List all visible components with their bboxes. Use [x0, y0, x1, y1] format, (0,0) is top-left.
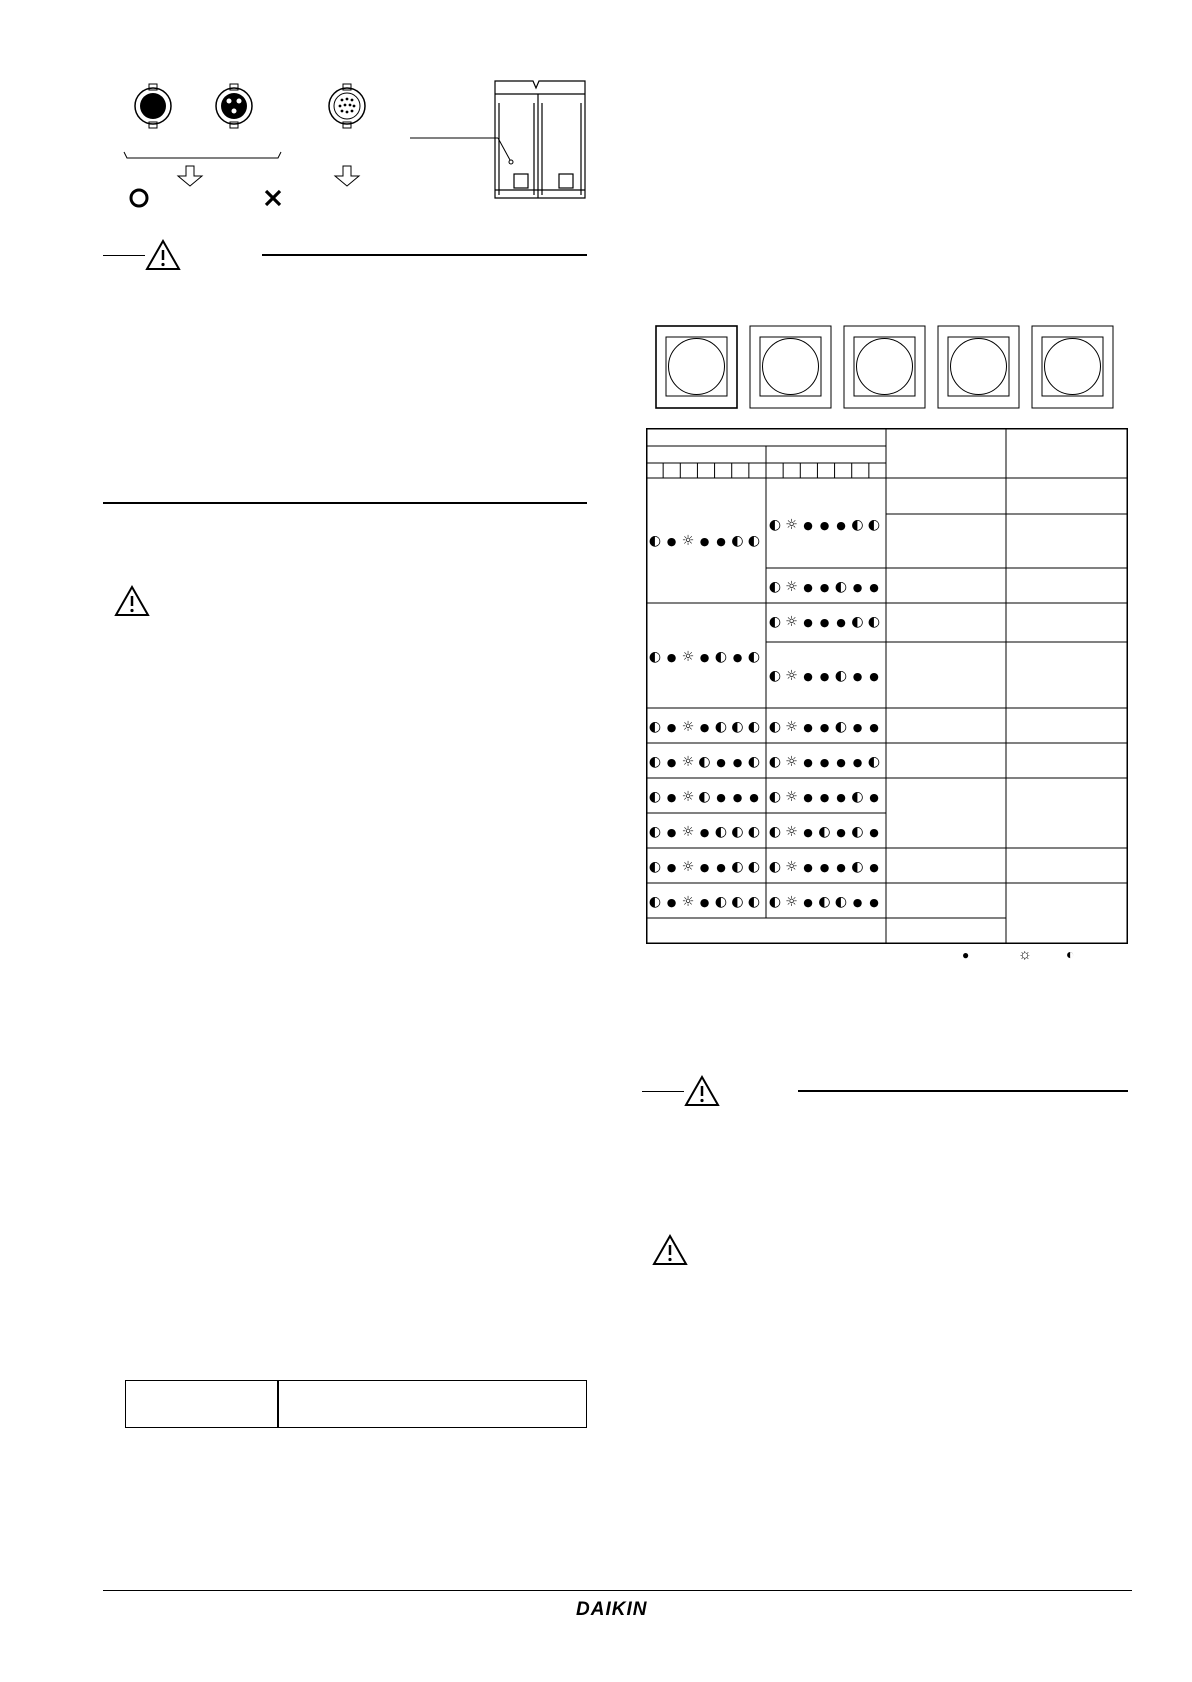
led-symbol: ◐: [851, 517, 864, 533]
led-symbol: ◐: [818, 824, 831, 840]
daikin-logo: DAIKIN: [576, 1599, 648, 1620]
led-symbol: ●: [869, 721, 879, 734]
led-symbol: ◐: [768, 859, 782, 875]
led-symbol: ●: [852, 581, 863, 594]
led-indicator: [1032, 326, 1113, 408]
led-symbol: ☼: [785, 517, 798, 533]
led-symbol: ☼: [785, 754, 798, 770]
led-symbol: ◐: [648, 789, 662, 805]
legend-blink: ☼: [1018, 946, 1032, 963]
led-symbol: ◐: [747, 859, 761, 875]
led-symbol: ◐: [834, 719, 848, 735]
led-symbol: ●: [716, 791, 726, 804]
led-symbol: ●: [803, 721, 813, 734]
led-symbol: ●: [666, 756, 677, 769]
led-symbol: ☼: [681, 824, 695, 840]
empty-table: [125, 1380, 587, 1428]
led-symbol: ◐: [768, 579, 782, 595]
led-symbol: ◐: [714, 824, 728, 840]
led-symbol: ●: [869, 861, 879, 874]
led-symbol: ●: [836, 791, 846, 804]
led-symbol: ●: [803, 826, 813, 839]
led-symbol: ●: [869, 670, 879, 683]
led-symbol: ●: [803, 861, 813, 874]
led-symbol: ☼: [785, 668, 798, 684]
warning-icon: [114, 585, 150, 617]
led-symbol: ●: [803, 519, 813, 532]
led-symbol: ●: [699, 721, 710, 734]
led-symbol: ●: [666, 791, 677, 804]
led-symbol: ☼: [785, 894, 798, 910]
led-symbol: ☼: [681, 719, 695, 735]
legend-on: ◐: [1066, 946, 1075, 962]
warning-icon: [652, 1234, 688, 1266]
led-symbol: ◐: [747, 649, 761, 665]
led-symbol: ●: [819, 861, 830, 874]
led-symbol: ●: [666, 535, 677, 548]
led-symbol: ◐: [867, 754, 881, 770]
round-plug-icon: [135, 84, 171, 128]
led-symbol: ◐: [768, 517, 782, 533]
led-symbol: ●: [699, 826, 710, 839]
led-symbol: ●: [819, 519, 830, 532]
led-symbol: ◐: [851, 789, 864, 805]
led-symbol: ◐: [768, 754, 782, 770]
led-symbol: ●: [732, 756, 743, 769]
led-symbol: ●: [666, 826, 677, 839]
led-symbol: ●: [666, 721, 677, 734]
led-symbol: ◐: [747, 533, 761, 549]
led-symbol: ◐: [648, 754, 662, 770]
led-symbol: ◐: [648, 533, 662, 549]
led-symbol: ☼: [785, 719, 798, 735]
led-symbol: ◐: [698, 754, 711, 770]
led-symbol: ◐: [731, 894, 744, 910]
legend-off: ●: [962, 948, 970, 962]
led-symbol: ●: [869, 896, 879, 909]
led-symbol: ●: [852, 896, 863, 909]
led-symbol: ◐: [747, 719, 761, 735]
led-symbol: ☼: [681, 859, 695, 875]
footer-rule: [103, 1590, 1132, 1591]
led-symbol: ◐: [768, 668, 782, 684]
led-symbol: ◐: [648, 649, 662, 665]
led-symbol: ●: [819, 616, 830, 629]
outdoor-unit-icon: [495, 81, 585, 198]
led-symbol: ◐: [834, 894, 848, 910]
led-symbol: ◐: [768, 789, 782, 805]
led-symbol: ☼: [681, 649, 695, 665]
led-symbol: ◐: [818, 894, 831, 910]
led-symbol: ●: [869, 581, 879, 594]
led-symbol: ☼: [681, 533, 695, 549]
led-symbol: ●: [699, 651, 710, 664]
led-symbol: ☼: [785, 614, 798, 630]
section-divider: [103, 502, 587, 504]
led-symbol: ◐: [768, 894, 782, 910]
led-symbol: ●: [699, 535, 710, 548]
led-symbol: ●: [716, 756, 726, 769]
led-symbol: ●: [732, 651, 743, 664]
led-symbol: ●: [819, 756, 830, 769]
led-symbol: ◐: [731, 719, 744, 735]
led-symbol: ●: [819, 581, 830, 594]
multi-pin-plug-icon: [329, 84, 365, 128]
led-symbol: ●: [716, 861, 726, 874]
led-symbol: ●: [803, 896, 813, 909]
led-symbol: ●: [716, 535, 726, 548]
led-symbol: ☼: [681, 894, 695, 910]
led-symbol: ●: [699, 861, 710, 874]
led-symbol: ◐: [648, 894, 662, 910]
led-symbol: ●: [836, 616, 846, 629]
led-symbol: ◐: [747, 754, 761, 770]
led-symbol: ☼: [785, 789, 798, 805]
led-indicator: [844, 326, 925, 408]
led-indicator: [656, 326, 737, 408]
arrow-down-icon: [178, 166, 202, 186]
led-symbol: ◐: [731, 824, 744, 840]
led-symbol: ◐: [851, 859, 864, 875]
ng-symbol: [266, 191, 280, 205]
led-symbol: ●: [749, 791, 759, 804]
led-symbol: ●: [836, 861, 846, 874]
warning-rule-right-short: [642, 1091, 684, 1092]
led-symbol: ●: [803, 756, 813, 769]
led-symbol: ●: [836, 756, 846, 769]
led-symbol: ◐: [714, 894, 728, 910]
led-symbol: ●: [803, 791, 813, 804]
led-symbol: ◐: [867, 517, 881, 533]
led-symbol: ●: [869, 826, 879, 839]
led-symbol: ●: [803, 670, 813, 683]
led-symbol: ◐: [648, 859, 662, 875]
led-symbol: ●: [666, 651, 677, 664]
warning-icon: [145, 239, 181, 271]
led-symbol: ◐: [834, 579, 848, 595]
led-symbol: ☼: [785, 579, 798, 595]
led-symbol: ◐: [747, 824, 761, 840]
led-symbol: ◐: [851, 824, 864, 840]
led-symbol: ◐: [714, 649, 728, 665]
led-symbol: ●: [803, 581, 813, 594]
led-symbol: ●: [869, 791, 879, 804]
led-symbol: ◐: [648, 719, 662, 735]
led-symbol: ◐: [834, 668, 848, 684]
led-symbol: ◐: [698, 789, 711, 805]
led-symbol: ●: [852, 756, 863, 769]
led-symbol: ●: [699, 896, 710, 909]
led-symbol: ●: [819, 721, 830, 734]
arrow-down-icon: [335, 166, 359, 186]
led-status-table: [646, 428, 1128, 944]
ok-symbol: [131, 190, 147, 206]
led-symbol: ◐: [768, 824, 782, 840]
led-symbol: ◐: [648, 824, 662, 840]
led-symbol: ●: [836, 826, 846, 839]
led-symbol: ☼: [681, 754, 695, 770]
led-symbol: ◐: [851, 614, 864, 630]
led-symbol: ●: [803, 616, 813, 629]
led-symbol: ◐: [768, 614, 782, 630]
led-symbol: ☼: [785, 859, 798, 875]
led-symbol: ●: [852, 670, 863, 683]
led-symbol: ◐: [714, 719, 728, 735]
led-indicator: [750, 326, 831, 408]
led-symbol: ◐: [747, 894, 761, 910]
led-indicator-row: [655, 325, 1115, 411]
warning-rule-left-short: [103, 255, 145, 256]
warning-rule-right-long: [798, 1090, 1128, 1092]
led-symbol: ●: [666, 861, 677, 874]
led-symbol: ●: [819, 670, 830, 683]
warning-icon: [684, 1075, 720, 1107]
led-indicator: [938, 326, 1019, 408]
led-symbol: ☼: [785, 824, 798, 840]
three-pin-plug-icon: [216, 84, 252, 128]
led-symbol: ◐: [768, 719, 782, 735]
led-symbol: ☼: [681, 789, 695, 805]
led-symbol: ●: [836, 519, 846, 532]
connector-figure: [110, 70, 600, 220]
led-symbol: ●: [666, 896, 677, 909]
led-symbol: ◐: [867, 614, 881, 630]
led-symbol: ◐: [731, 533, 744, 549]
led-symbol: ●: [819, 791, 830, 804]
warning-rule-left-long: [262, 254, 587, 256]
led-symbol: ◐: [731, 859, 744, 875]
led-symbol: ●: [852, 721, 863, 734]
led-symbol: ●: [732, 791, 743, 804]
